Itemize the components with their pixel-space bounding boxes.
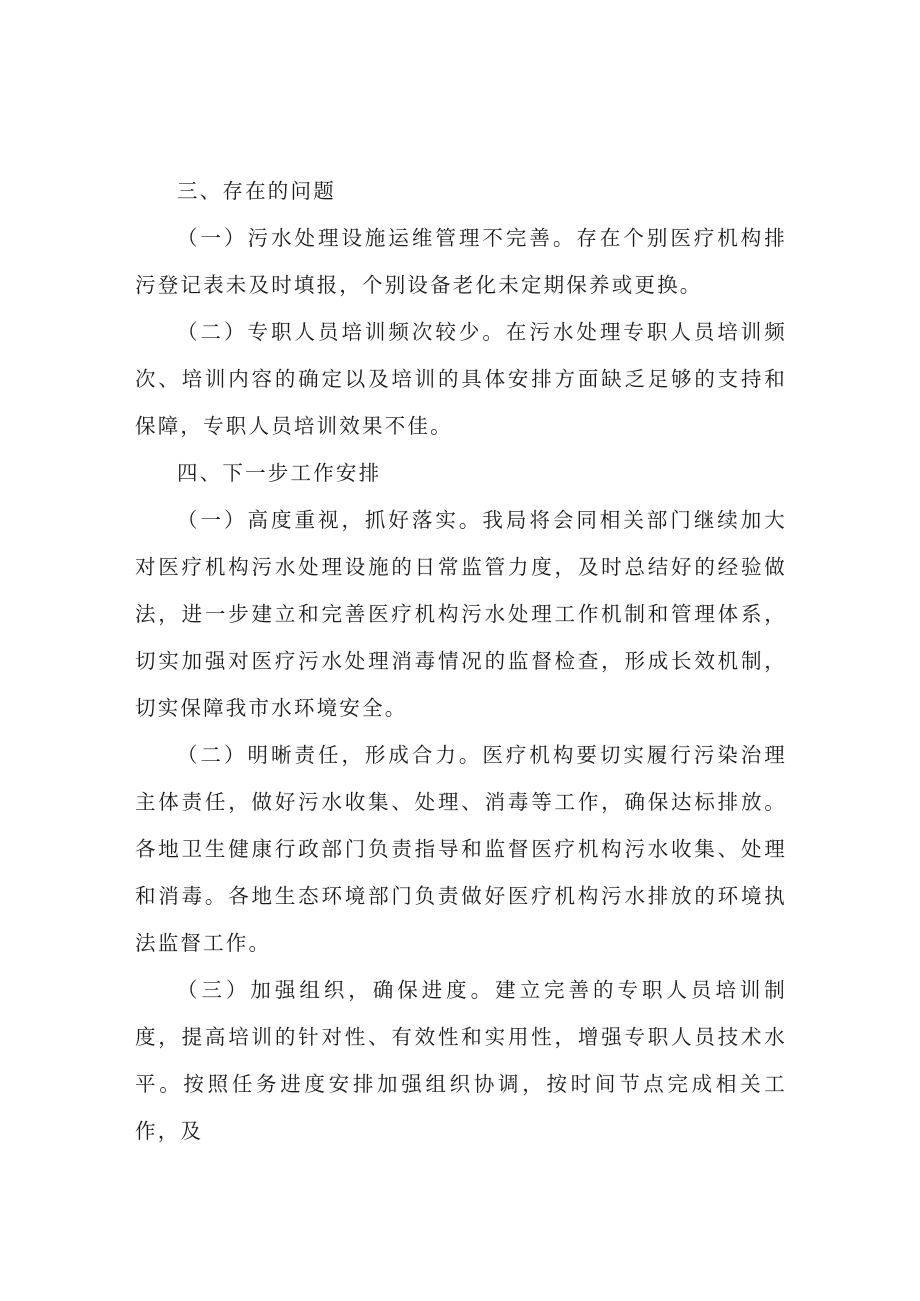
section-3-paragraph-1: （一）污水处理设施运维管理不完善。存在个别医疗机构排污登记表未及时填报，个别设备老化未定期保养或更换。 [135, 226, 787, 297]
section-4-paragraph-3: （三）加强组织，确保进度。建立完善的专职人员培训制度，提高培训的针对性、有效性和实用性，增强专职人员技术水平。按照任务进度安排加强组织协调，按时间节点完成相关工作，及 [135, 978, 787, 1143]
section-4-paragraph-2: （二）明晰责任，形成合力。医疗机构要切实履行污染治理主体责任，做好污水收集、处理、消毒等工作，确保达标排放。各地卫生健康行政部门负责指导和监督医疗机构污水收集、处理和消毒。各地生态环境部门负责做好医疗机构污水排放的环境执法监督工作。 [135, 743, 787, 955]
document-body [135, 168, 787, 1155]
section-3-paragraph-2: （二）专职人员培训频次较少。在污水处理专职人员培训频次、培训内容的确定以及培训的具体安排方面缺乏足够的支持和保障，专职人员培训效果不佳。 [135, 320, 787, 438]
section-4-heading: 四、下一步工作安排 [177, 461, 382, 485]
section-3-heading: 三、存在的问题 [177, 179, 336, 203]
section-4-paragraph-1: （一）高度重视，抓好落实。我局将会同相关部门继续加大对医疗机构污水处理设施的日常监管力度，及时总结好的经验做法，进一步建立和完善医疗机构污水处理工作机制和管理体系，切实加强对医疗污水处理消毒情况的监督检查，形成长效机制，切实保障我市水环境安全。 [135, 508, 787, 720]
